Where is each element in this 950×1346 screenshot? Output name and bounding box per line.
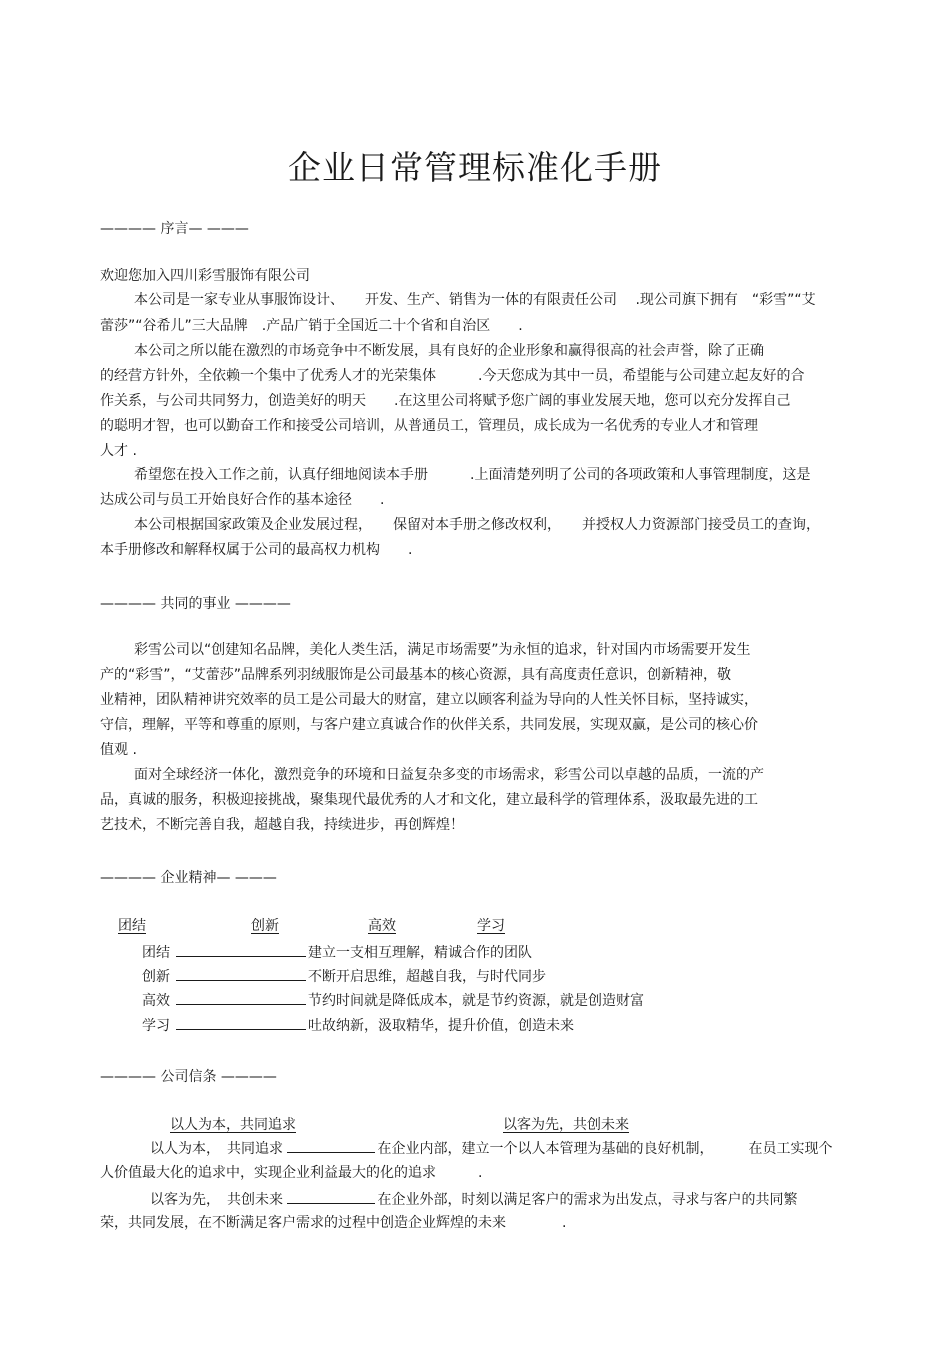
creed-item-continuation: 人价值最大化的追求中，实现企业利益最大的化的追求 . [100, 1165, 483, 1181]
preface-line: 作关系，与公司共同努力，创造美好的明天 .在这里公司将赋予您广阔的事业发展天地，您可以充分发挥自己 [100, 393, 791, 409]
section-heading-spirit: ———— 企业精神— ——— [100, 870, 277, 886]
spirit-keyword: 学习 [477, 918, 505, 934]
spirit-item-label: 高效 [142, 993, 170, 1009]
section-heading-preface: ———— 序言— ——— [100, 221, 249, 237]
career-line: 艺技术，不断完善自我，超越自我，持续进步，再创辉煌！ [100, 817, 464, 833]
career-line: 守信，理解，平等和尊重的原则，与客户建立真诚合作的伙伴关系，共同发展，实现双赢，是公司的核心价 [100, 717, 758, 733]
spirit-keyword: 高效 [368, 918, 396, 934]
spirit-item [142, 1015, 574, 1035]
spirit-item-text: 节约时间就是降低成本，就是节约资源，就是创造财富 [308, 993, 644, 1009]
fill-blank [176, 944, 306, 957]
career-line: 值观 . [100, 742, 137, 758]
career-line: 业精神，团队精神讲究效率的员工是公司最大的财富，建立以顾客利益为导向的人性关怀目标，坚持诚实， [100, 692, 758, 708]
career-line: 品，真诚的服务，积极迎接挑战，聚集现代最优秀的人才和文化，建立最科学的管理体系，汲取最先进的工 [100, 792, 758, 808]
document-title: 企业日常管理标准化手册 [288, 148, 662, 187]
spirit-item [142, 990, 644, 1010]
spirit-item-text: 不断开启思维，超越自我，与时代同步 [308, 969, 546, 985]
fill-blank [176, 992, 306, 1005]
preface-line: 达成公司与员工开始良好合作的基本途径 . [100, 492, 385, 508]
spirit-item-label: 学习 [142, 1018, 170, 1034]
preface-line: 的聪明才智，也可以勤奋工作和接受公司培训，从普通员工，管理员，成长成为一名优秀的专业人才和管理 [100, 418, 758, 434]
preface-line: 蕾莎”“谷希儿”三大品牌 .产品广销于全国近二十个省和自治区 . [100, 318, 523, 334]
creed-item-continuation: 荣，共同发展，在不断满足客户需求的过程中创造企业辉煌的未来 . [100, 1215, 567, 1231]
creed-keyword: 以人为本，共同追求 [170, 1117, 296, 1133]
fill-blank [176, 968, 306, 981]
creed-item-label: 以人为本， 共同追求 [150, 1141, 283, 1157]
fill-blank [287, 1140, 375, 1153]
career-line: 产的“彩雪”，“艾蕾莎”品牌系列羽绒服饰是公司最基本的核心资源，具有高度责任意识，创新精神，敬 [100, 667, 732, 683]
section-heading-creed: ———— 公司信条 ———— [100, 1069, 277, 1085]
preface-line: 的经营方针外，全依赖一个集中了优秀人才的光荣集体 .今天您成为其中一员，希望能与公司建立起友好的合 [100, 368, 805, 384]
spirit-item [142, 966, 546, 986]
preface-line: 欢迎您加入四川彩雪服饰有限公司 [100, 268, 310, 284]
preface-line: 希望您在投入工作之前，认真仔细地阅读本手册 .上面清楚列明了公司的各项政策和人事管理制度，这是 [134, 467, 811, 483]
spirit-keyword: 创新 [251, 918, 279, 934]
section-heading-career: ———— 共同的事业 ———— [100, 596, 291, 612]
preface-line: 本公司之所以能在激烈的市场竞争中不断发展，具有良好的企业形象和赢得很高的社会声誉，除了正确 [134, 343, 764, 359]
spirit-item-text: 建立一支相互理解，精诚合作的团队 [308, 945, 532, 961]
spirit-item-label: 创新 [142, 969, 170, 985]
spirit-keyword: 团结 [118, 918, 146, 934]
preface-line: 本公司是一家专业从事服饰设计、 开发、生产、销售为一体的有限责任公司 .现公司旗下拥有 “彩雪”“艾 [134, 292, 816, 308]
fill-blank [176, 1017, 306, 1030]
creed-item [150, 1140, 832, 1158]
career-line: 面对全球经济一体化，激烈竞争的环境和日益复杂多变的市场需求，彩雪公司以卓越的品质，一流的产 [134, 767, 764, 783]
preface-line: 本手册修改和解释权属于公司的最高权力机构 . [100, 542, 413, 558]
creed-item-text: 在企业内部，建立一个以人本管理为基础的良好机制， 在员工实现个 [377, 1141, 833, 1157]
preface-line: 人才 . [100, 443, 137, 459]
preface-line: 本公司根据国家政策及企业发展过程， 保留对本手册之修改权利， 并授权人力资源部门接受员工的查询， [134, 517, 820, 533]
creed-item-label: 以客为先， 共创未来 [150, 1192, 283, 1208]
spirit-item-label: 团结 [142, 945, 170, 961]
fill-blank [287, 1191, 375, 1204]
spirit-item [142, 942, 532, 962]
creed-item-text: 在企业外部，时刻以满足客户的需求为出发点，寻求与客户的共同繁 [377, 1192, 798, 1208]
creed-keyword: 以客为先，共创未来 [503, 1117, 629, 1133]
creed-item [150, 1191, 797, 1209]
career-line: 彩雪公司以“创建知名品牌，美化人类生活，满足市场需要”为永恒的追求，针对国内市场需要开发生 [134, 642, 751, 658]
spirit-item-text: 吐故纳新，汲取精华，提升价值，创造未来 [308, 1018, 574, 1034]
